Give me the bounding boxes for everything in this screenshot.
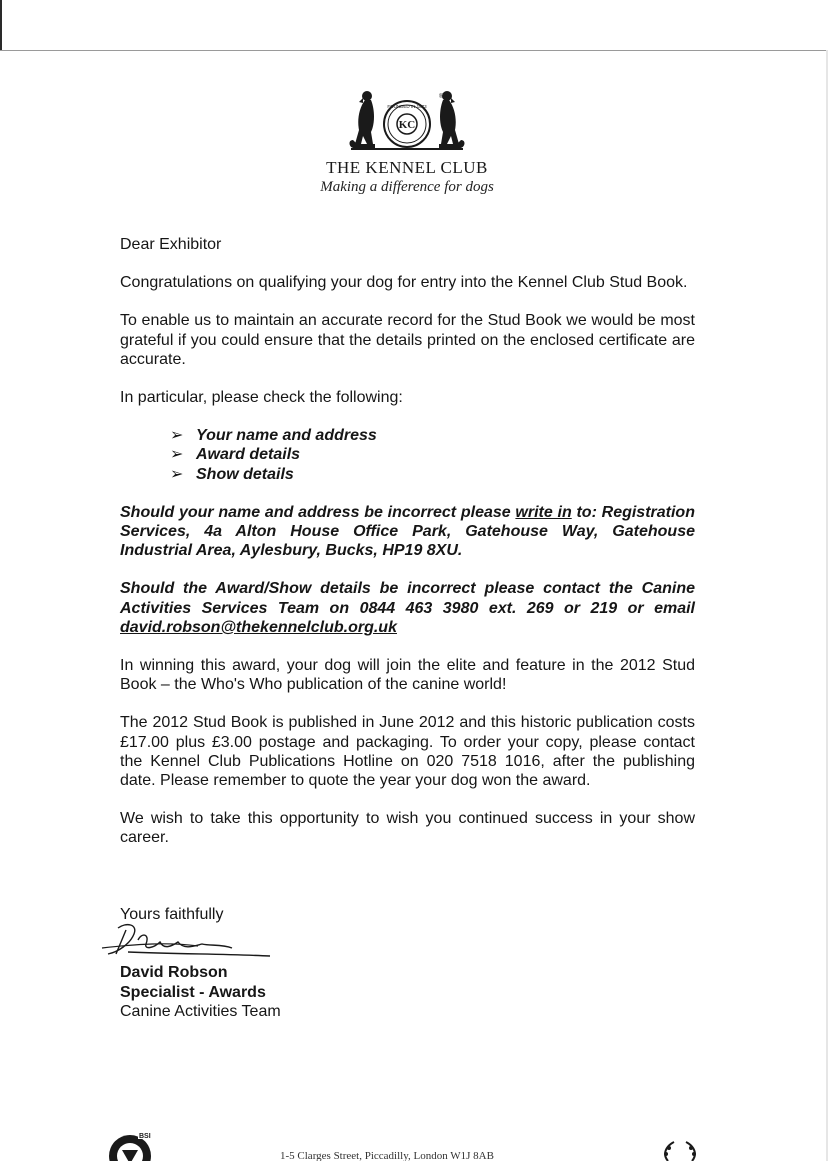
footer-address: 1-5 Clarges Street, Piccadilly, London W1J 8AB <box>280 1150 494 1161</box>
email-link[interactable]: david.robson@thekennelclub.org.uk <box>120 618 397 636</box>
arrow-bullet-icon: ➢ <box>170 427 184 445</box>
salutation: Dear Exhibitor <box>120 236 222 253</box>
closing: Yours faithfully <box>120 906 224 923</box>
kennel-club-logo <box>347 88 467 154</box>
checklist-item: ➢ Award details <box>170 446 301 464</box>
signer-block <box>120 963 281 1022</box>
paragraph-publication: The 2012 Stud Book is published in June 2012 and this historic publication costs £17.00 plus £3.00 postage and packaging. To order your copy, please contact the Kennel Club Publications Hotline on 020 7518 1016, after the publishing date. Please remember to quote the year your dog won the award. <box>120 714 695 790</box>
logo-monogram: KC <box>398 119 416 131</box>
signer-title: Specialist - Awards <box>120 983 266 1001</box>
logo-ring-text: FOUNDED IN 1873 <box>387 104 427 109</box>
signer-name: David Robson <box>120 964 228 981</box>
svg-text:BSI: BSI <box>139 1133 151 1140</box>
tagline: Making a difference for dogs <box>320 179 494 195</box>
scan-edge-top <box>0 50 828 51</box>
paragraph-congratulations: Congratulations on qualifying your dog for entry into the Kennel Club Stud Book. <box>120 274 688 292</box>
paragraph-wishes: We wish to take this opportunity to wish you continued success in your show career. <box>120 810 695 847</box>
letterhead <box>300 88 514 196</box>
paragraph-accuracy-request: To enable us to maintain an accurate record for the Stud Book we would be most grateful if you could ensure that the details printed on the enclosed certificate are accurate. <box>120 312 695 368</box>
checklist-item: ➢ Your name and address <box>170 427 377 445</box>
signature <box>98 920 273 962</box>
write-in-text: write in <box>515 503 572 521</box>
org-name: THE KENNEL CLUB <box>326 158 488 177</box>
arrow-bullet-icon: ➢ <box>170 465 184 483</box>
signer-team: Canine Activities Team <box>120 1003 281 1020</box>
paragraph-elite: In winning this award, your dog will join the elite and feature in the 2012 Stud Book – the Who's Who publication of the canine world! <box>120 657 695 694</box>
checklist <box>120 426 695 484</box>
paragraph-award-correction: Should the Award/Show details be incorrect please contact the Canine Activities Services Team on 0844 463 3980 ext. 269 or 219 or email david.robson@thekennelclub.org.uk <box>120 580 695 636</box>
checklist-item: ➢ Show details <box>170 465 294 483</box>
paragraph-address-correction: Should your name and address be incorrect please write in to: Registration Services, 4a Alton House Office Park, Gatehouse Way, Gatehouse Industrial Area, Aylesbury, Bucks, HP19 8XU. <box>120 503 695 560</box>
letter-body <box>120 235 695 867</box>
svg-text:®: ® <box>439 94 444 100</box>
paragraph-check-following: In particular, please check the following: <box>120 389 403 407</box>
scan-edge-left <box>0 0 2 50</box>
wreath-emblem <box>660 1140 700 1166</box>
arrow-bullet-icon: ➢ <box>170 446 184 464</box>
